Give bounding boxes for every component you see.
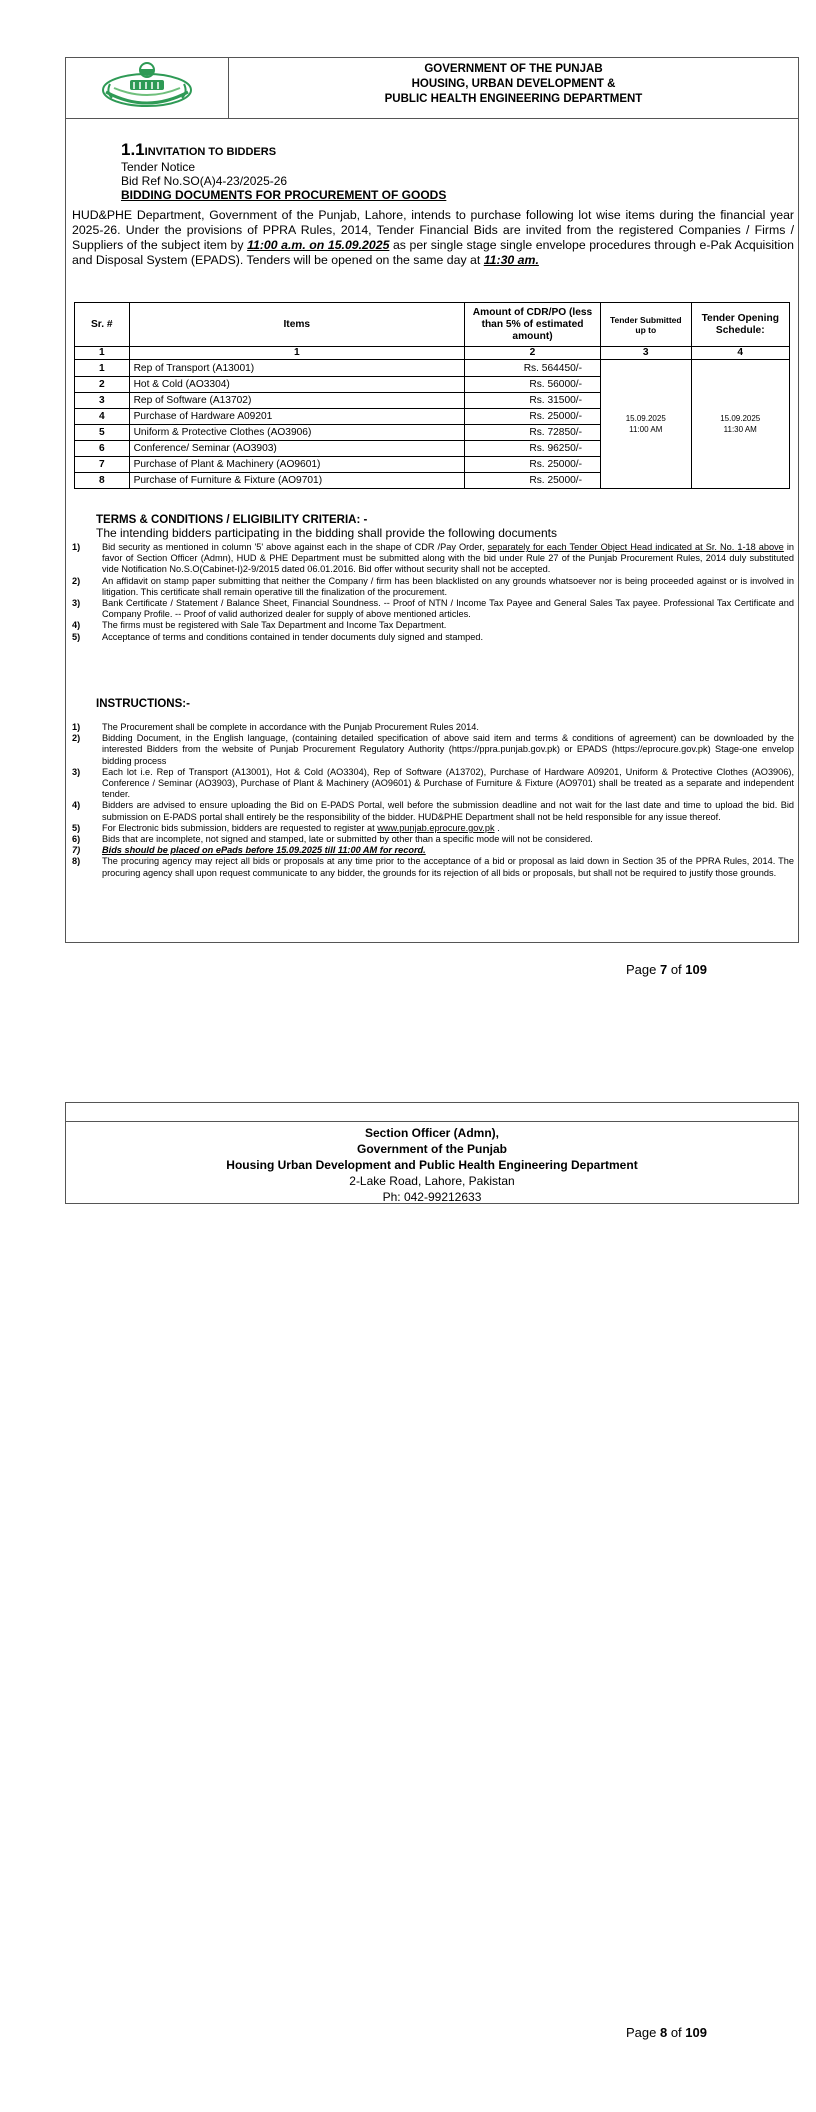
page-of: of [667,962,686,977]
item-number: 3) [72,766,81,777]
header-line-2: HOUSING, URBAN DEVELOPMENT & [411,78,616,90]
opening-cell [691,360,790,489]
list-item [72,823,794,834]
header-line-3: PUBLIC HEALTH ENGINEERING DEPARTMENT [384,93,643,105]
col-header-amount: Amount of CDR/PO (less than 5% of estimated amount) [465,303,601,347]
section-number: 1.1 [121,140,145,159]
item-text-underlined: separately for each Tender Object Head indicated at Sr. No. 1-18 above [487,542,784,552]
item-text: Acceptance of terms and conditions contained in tender documents duly signed and stamped. [102,631,484,642]
signatory-address: 2-Lake Road, Lahore, Pakistan [349,1174,515,1188]
row-sr: 3 [75,393,130,409]
col-number: 1 [75,347,130,360]
page-number-7 [626,962,707,977]
col-number: 1 [129,347,464,360]
row-item: Purchase of Furniture & Fixture (AO9701) [129,473,464,489]
row-item: Rep of Software (A13702) [129,393,464,409]
table-row [75,360,790,377]
logo-cell [66,58,229,118]
item-text: The procuring agency may reject all bids or proposals at any time prior to the acceptance of a bid or proposal as laid down in Section 35 of the PPRA Rules, 2014. The procuring agency shall upon request communicate to any bidder, the grounds for its rejection of all bids or proposals, but shall not be required to justify those grounds. [102,856,794,878]
submitted-time: 11:00 AM [629,425,663,434]
list-item [72,856,794,878]
list-item [72,767,794,801]
item-text: The Procurement shall be complete in accordance with the Punjab Procurement Rules 2014. [102,722,479,732]
row-item: Conference/ Seminar (AO3903) [129,441,464,457]
item-text: Bank Certificate / Statement / Balance Sheet, Financial Soundness. -- Proof of NTN / Income Tax Payee and General Sales Tax payee. Professional Tax Certificate and Company Profile. -- Proof of valid authorized dealer for supply of above mentioned articles. [102,598,794,620]
item-number: 5) [72,822,81,833]
header-line-1: GOVERNMENT OF THE PUNJAB [424,63,603,75]
list-item [72,722,794,733]
row-sr: 5 [75,425,130,441]
submitted-cell [601,360,691,489]
signatory-title: Section Officer (Admn), [364,1126,499,1140]
signatory-department: Housing Urban Development and Public Health Engineering Department [226,1158,638,1172]
signatory-government: Government of the Punjab [356,1142,507,1156]
col-header-sr: Sr. # [75,303,130,347]
row-sr: 6 [75,441,130,457]
table-header-row [75,303,790,347]
terms-list [72,542,794,643]
instructions-heading [96,694,190,712]
signatory-phone: Ph: 042-99212633 [382,1190,482,1204]
col-number: 2 [465,347,601,360]
row-sr: 2 [75,377,130,393]
notice-frame [65,57,799,943]
item-text: For Electronic bids submission, bidders are requested to register at [102,822,378,833]
item-text: Each lot i.e. Rep of Transport (A13001), Hot & Cold (AO3304), Rep of Software (A13702), Purchase of Hardware A09201, Uniform & Protective Clothes (AO3906), Conference / Seminar (AO3903), Purchase of Plant & Machinery (AO9601) & Purchase of Furniture & Fixture (AO9701) shall be treated as a separate and independent tender. [102,766,794,800]
page-total: 109 [685,962,707,977]
item-text: The firms must be registered with Sale Tax Department and Income Tax Department. [102,620,447,631]
row-item: Rep of Transport (A13001) [129,360,464,377]
list-item [72,576,794,598]
item-number: 2) [72,575,81,586]
item-number: 7) [72,845,81,856]
page-prefix: Page [626,962,660,977]
list-item [72,733,794,767]
page-current: 8 [659,2025,668,2040]
list-item [72,632,794,643]
item-text: Bids should be placed on ePads before 15.09.2025 till 11:00 AM for record. [102,845,426,856]
item-number: 5) [72,631,81,642]
opening-date: 15.09.2025 [720,414,761,423]
item-text: Bids that are incomplete, not signed and stamped, late or submitted by other than a specific mode will not be considered. [102,834,593,845]
list-item [72,800,794,822]
row-item: Purchase of Hardware A09201 [129,409,464,425]
row-amount: Rs. 564450/- [465,360,601,377]
page-of: of [667,2025,686,2040]
item-number: 3) [72,598,81,609]
item-number: 1) [72,542,81,552]
signature-divider [66,1121,798,1122]
column-number-row [75,347,790,360]
item-text: An affidavit on stamp paper submitting that neither the Company / firm has been blacklisted on any grounds whatsoever nor is being proceeded against or is involved in litigation. This certificate shall remain operative till the finalization of the procurement. [102,575,794,597]
document-header [66,58,798,119]
punjab-govt-emblem-icon [66,58,228,118]
row-sr: 8 [75,473,130,489]
instructions-heading-text: INSTRUCTIONS:- [96,698,190,710]
intro-deadline: 11:00 a.m. on 15.09.2025 [247,238,390,252]
intro-text-a: HUD&PHE Department, Government of the Punjab, Lahore, intends to purchase following lot wise items during the financial year 2025-26. Under the provisions of PPRA Rules, 2014, Tender Financial Bids are invited from the registered Companies / Firms / Suppliers of the subject item by [72,208,794,252]
item-text: . [494,822,500,833]
row-item: Hot & Cold (AO3304) [129,377,464,393]
item-number: 8) [72,856,81,867]
signature-block [65,1102,799,1204]
item-number: 6) [72,834,81,845]
terms-heading-text: TERMS & CONDITIONS / ELIGIBILITY CRITERIA: - [96,514,368,526]
page-total: 109 [685,2025,707,2040]
col-header-opening: Tender Opening Schedule: [691,303,790,347]
intro-paragraph [72,208,794,268]
list-item [72,620,794,631]
eprocure-link[interactable]: www.punjab.eprocure.gov.pk [377,822,495,833]
bid-reference: Bid Ref No.SO(A)4-23/2025-26 [121,174,288,188]
row-item: Uniform & Protective Clothes (AO3906) [129,425,464,441]
list-item [72,834,794,845]
list-item [72,845,794,856]
row-item: Purchase of Plant & Machinery (AO9601) [129,457,464,473]
page-prefix: Page [626,2025,660,2040]
item-number: 2) [72,733,81,744]
bidding-documents-heading: BIDDING DOCUMENTS FOR PROCUREMENT OF GOODS [121,188,447,202]
page-current: 7 [659,962,668,977]
items-table [74,302,790,489]
intro-text-b: as per single stage single envelope procedures through e-Pak Acquisition and Disposal System (EPADS). Tenders will be opened on the same day at [72,238,794,267]
list-item [72,598,794,620]
col-header-submitted: Tender Submitted up to [601,303,691,347]
row-amount: Rs. 25000/- [465,409,601,425]
col-number: 4 [691,347,790,360]
row-sr: 1 [75,360,130,377]
instructions-list [72,722,794,879]
notice-title-block [121,140,446,202]
item-number: 4) [72,800,81,811]
row-amount: Rs. 96250/- [465,441,601,457]
row-amount: Rs. 56000/- [465,377,601,393]
row-amount: Rs. 25000/- [465,473,601,489]
row-sr: 7 [75,457,130,473]
col-number: 3 [601,347,691,360]
item-text: Bidding Document, in the English language, (containing detailed specification of above said item and terms & conditions of agreement) can be downloaded by the interested Bidders from the website of Punjab Procurement Regulatory Authority (https://ppra.punjab.gov.pk) or EPADS (https://eprocure.gov.pk) Stage-one envelop bidding process [102,733,794,766]
section-heading [121,140,446,160]
tender-notice-label: Tender Notice [121,160,196,174]
section-label: INVITATION TO BIDDERS [144,146,277,158]
opening-time: 11:30 AM [723,425,757,434]
list-item [72,542,794,576]
item-number: 1) [72,722,81,732]
item-text: Bidders are advised to ensure uploading the Bid on E-PADS Portal, well before the submission deadline and not wait for the last date and time to upload the bid. Bid submission on E-PADS portal shall entirely be the responsibility of the bidder. HUD&PHE Department shall not be held responsible for any issue thereof. [102,800,794,822]
row-amount: Rs. 25000/- [465,457,601,473]
submitted-date: 15.09.2025 [625,414,666,423]
row-amount: Rs. 31500/- [465,393,601,409]
item-text: Bid security as mentioned in column '5' above against each in the shape of CDR /Pay Order, [102,542,488,552]
item-text: in favor of Section Officer (Admn), HUD & PHE Department must be submitted along with the bid under Rule 27 of the Punjab Procurement Rules, 2014 duly substituted vide Notification No.S.O(Cabinet-I)2-9/2015 dated 06.01.2016. Bid offer without security shall not be accepted. [102,542,794,575]
page-number-8 [626,2025,707,2040]
signature-text [66,1125,798,1205]
item-number: 4) [72,620,81,631]
intro-opening-time: 11:30 am. [483,253,539,267]
row-amount: Rs. 72850/- [465,425,601,441]
header-title [229,62,798,107]
col-header-items: Items [129,303,464,347]
row-sr: 4 [75,409,130,425]
terms-intro: The intending bidders participating in the bidding shall provide the following documents [96,526,557,540]
